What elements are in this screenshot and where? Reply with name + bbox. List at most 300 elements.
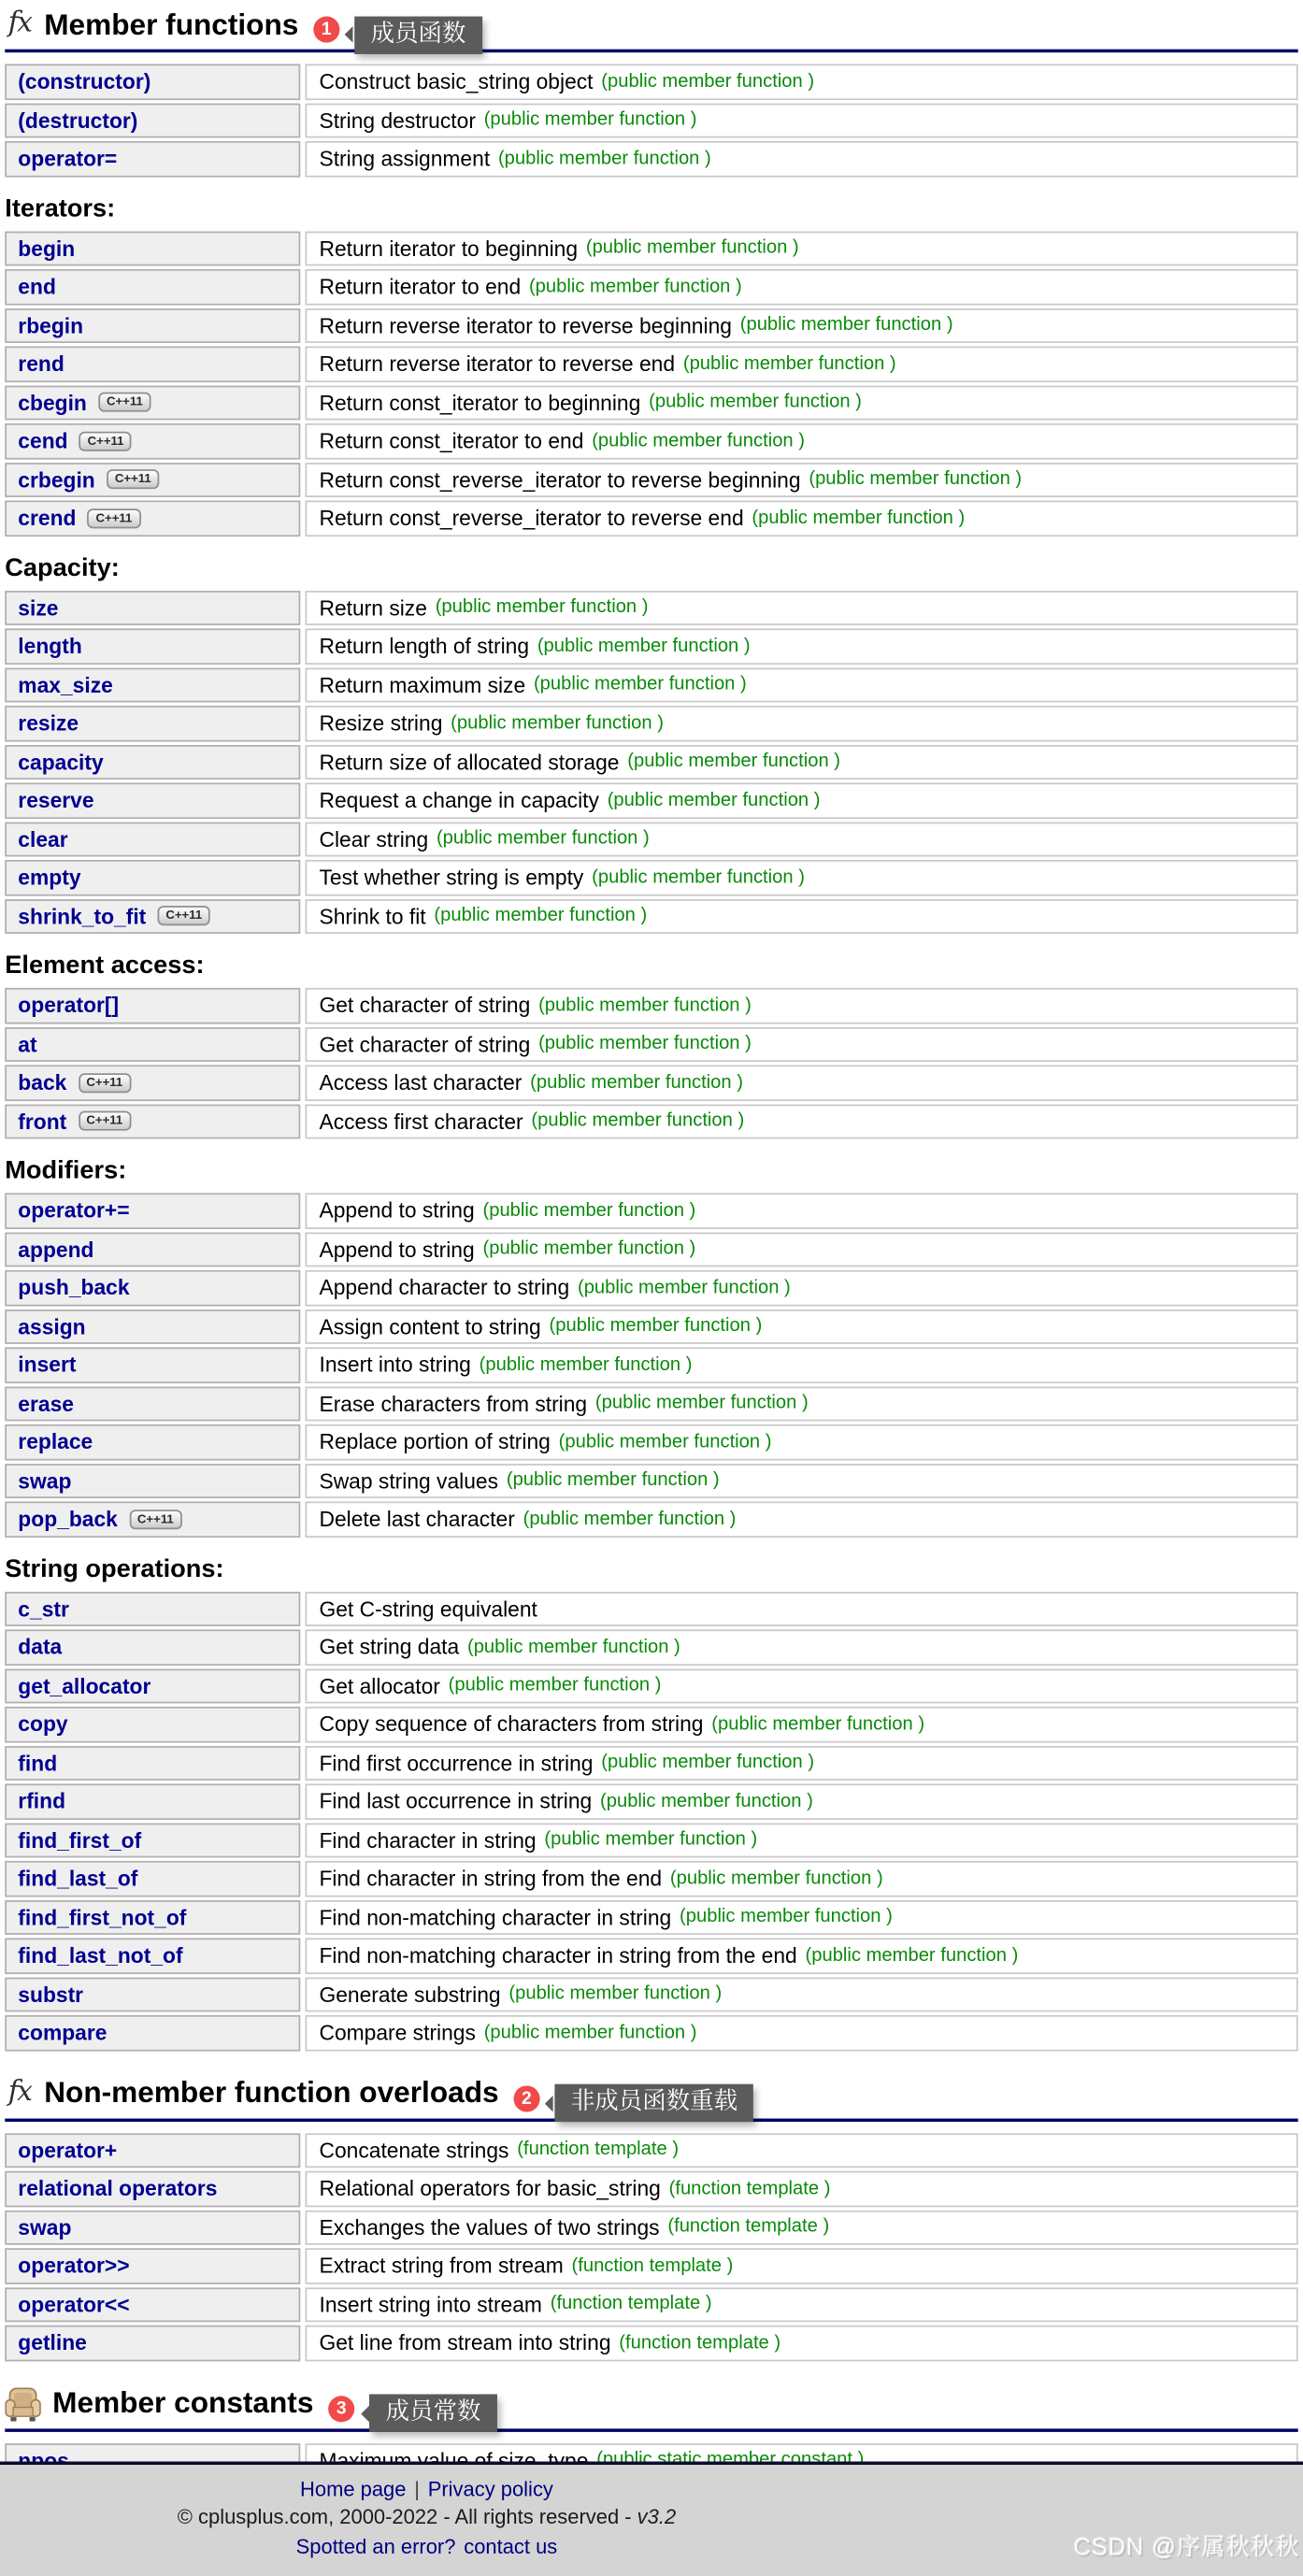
row-desc-cell bbox=[305, 628, 1298, 664]
annotation-arrow bbox=[360, 2405, 368, 2422]
row-description: Return iterator to end bbox=[319, 274, 522, 299]
row-description: Erase characters from string bbox=[319, 1391, 588, 1416]
row-name-cell bbox=[5, 141, 300, 177]
table-row bbox=[5, 1270, 1297, 1306]
member-link[interactable]: copy bbox=[18, 1711, 68, 1737]
member-link[interactable]: swap bbox=[18, 1467, 72, 1494]
row-tag: (function template ) bbox=[668, 2179, 831, 2199]
row-desc-cell bbox=[305, 1501, 1298, 1537]
privacy-policy-link[interactable]: Privacy policy bbox=[427, 2477, 553, 2500]
row-name-cell bbox=[5, 2326, 300, 2361]
row-description: Return const_iterator to end bbox=[319, 428, 584, 454]
row-name-cell bbox=[5, 782, 300, 818]
row-desc-cell bbox=[305, 2015, 1298, 2051]
row-desc-cell bbox=[305, 1899, 1298, 1935]
row-tag: (public member function ) bbox=[538, 995, 752, 1016]
annotation-arrow bbox=[345, 26, 353, 43]
row-description: Relational operators for basic_string bbox=[319, 2176, 661, 2201]
footer-links-line bbox=[0, 2475, 853, 2504]
member-link[interactable]: swap bbox=[18, 2214, 72, 2240]
row-desc-cell bbox=[305, 1347, 1298, 1382]
row-tag: (public member function ) bbox=[601, 1753, 815, 1773]
row-tag: (public member function ) bbox=[483, 110, 697, 131]
row-desc-cell bbox=[305, 231, 1298, 266]
table-row bbox=[5, 898, 1297, 934]
row-tag: (public member function ) bbox=[682, 353, 896, 374]
cpp11-badge: C++11 bbox=[129, 1510, 181, 1529]
member-link[interactable]: cbegin bbox=[18, 390, 87, 415]
row-tag: (public member function ) bbox=[627, 751, 841, 772]
table-row bbox=[5, 2210, 1297, 2245]
member-link[interactable]: getline bbox=[18, 2330, 87, 2355]
row-tag: (public member function ) bbox=[739, 315, 953, 336]
row-desc-cell bbox=[305, 1386, 1298, 1422]
row-description: Find non-matching character in string from the end bbox=[319, 1943, 797, 1968]
member-table bbox=[5, 231, 1297, 537]
member-link[interactable]: operator+= bbox=[18, 1198, 130, 1224]
footer-copyright-line bbox=[0, 2504, 853, 2533]
member-link[interactable]: assign bbox=[18, 1313, 86, 1339]
row-name-cell bbox=[5, 423, 300, 459]
table-row bbox=[5, 2015, 1297, 2051]
row-tag: (public member function ) bbox=[577, 1278, 791, 1298]
row-description: Append to string bbox=[319, 1198, 475, 1224]
row-description: String assignment bbox=[319, 146, 491, 172]
member-link[interactable]: cend bbox=[18, 428, 68, 454]
row-description: Find last occurrence in string bbox=[319, 1789, 593, 1814]
row-description: Delete last character bbox=[319, 1507, 515, 1532]
table-row bbox=[5, 269, 1297, 305]
row-name-cell bbox=[5, 1899, 300, 1935]
section-header bbox=[5, 5, 1297, 52]
row-name-cell bbox=[5, 1463, 300, 1498]
table-row bbox=[5, 1707, 1297, 1742]
row-tag: (public member function ) bbox=[538, 1034, 752, 1054]
cpp11-badge: C++11 bbox=[79, 431, 132, 451]
member-link[interactable]: find_first_not_of bbox=[18, 1904, 187, 1930]
table-row bbox=[5, 141, 1297, 177]
row-name-cell bbox=[5, 860, 300, 895]
annotation-text: 成员常数 bbox=[385, 2398, 481, 2426]
row-name-cell bbox=[5, 500, 300, 536]
member-link[interactable]: substr bbox=[18, 1982, 84, 2007]
row-desc-cell bbox=[305, 1745, 1298, 1781]
row-desc-cell bbox=[305, 1104, 1298, 1139]
row-name-cell bbox=[5, 1026, 300, 1062]
table-row bbox=[5, 2326, 1297, 2361]
row-description: Copy sequence of characters from string bbox=[319, 1711, 704, 1737]
row-tag: (public member function ) bbox=[483, 2023, 697, 2043]
row-desc-cell bbox=[305, 2287, 1298, 2323]
row-tag: (public member function ) bbox=[466, 1637, 680, 1657]
member-link[interactable]: resize bbox=[18, 710, 79, 736]
member-link[interactable]: operator<< bbox=[18, 2292, 130, 2317]
row-tag: (public member function ) bbox=[482, 1200, 696, 1221]
member-link[interactable]: pop_back bbox=[18, 1507, 118, 1532]
table-row bbox=[5, 1977, 1297, 2012]
contact-us-link[interactable]: contact us bbox=[464, 2534, 558, 2558]
row-desc-cell bbox=[305, 2171, 1298, 2207]
member-table bbox=[5, 1193, 1297, 1537]
annotation-arrow bbox=[546, 2095, 554, 2111]
annotation-badge: 1 bbox=[313, 17, 339, 43]
row-description: Test whether string is empty bbox=[319, 865, 584, 891]
row-name-cell bbox=[5, 1424, 300, 1460]
row-tag: (public member function ) bbox=[607, 790, 821, 810]
row-description: Return maximum size bbox=[319, 672, 526, 697]
row-description: Find non-matching character in string bbox=[319, 1904, 672, 1930]
row-name-cell bbox=[5, 1104, 300, 1139]
row-description: Clear string bbox=[319, 826, 429, 852]
row-tag: (public member function ) bbox=[594, 1393, 809, 1414]
row-tag: (public member function ) bbox=[531, 1111, 745, 1132]
row-description: Compare strings bbox=[319, 2020, 476, 2045]
row-tag: (public member function ) bbox=[479, 1354, 693, 1375]
row-description: Concatenate strings bbox=[319, 2138, 509, 2163]
footer-text-block bbox=[0, 2464, 853, 2561]
row-description: Find character in string from the end bbox=[319, 1866, 663, 1891]
row-description: Return reverse iterator to reverse beginning bbox=[319, 312, 732, 338]
row-name-cell bbox=[5, 2015, 300, 2051]
table-row bbox=[5, 628, 1297, 664]
section-title: Non-member function overloads bbox=[44, 2075, 499, 2110]
member-link[interactable]: clear bbox=[18, 826, 68, 852]
table-row bbox=[5, 500, 1297, 536]
row-description: Get allocator bbox=[319, 1673, 440, 1698]
member-link[interactable]: back bbox=[18, 1070, 67, 1095]
table-row bbox=[5, 1591, 1297, 1626]
row-name-cell bbox=[5, 2210, 300, 2245]
table-row bbox=[5, 103, 1297, 138]
row-description: Swap string values bbox=[319, 1467, 499, 1494]
table-row bbox=[5, 1026, 1297, 1062]
row-desc-cell bbox=[305, 822, 1298, 857]
spotted-error-link[interactable]: Spotted an error? bbox=[295, 2534, 456, 2558]
row-desc-cell bbox=[305, 423, 1298, 459]
row-name-cell bbox=[5, 667, 300, 703]
member-link[interactable]: erase bbox=[18, 1391, 74, 1416]
table-row bbox=[5, 1347, 1297, 1382]
row-tag: (public member function ) bbox=[533, 675, 747, 695]
row-desc-cell bbox=[305, 1823, 1298, 1858]
row-name-cell bbox=[5, 706, 300, 741]
annotation-text: 成员函数 bbox=[370, 20, 466, 48]
row-desc-cell bbox=[305, 141, 1298, 177]
row-name-cell bbox=[5, 103, 300, 138]
copyright-text: © cplusplus.com, 2000-2022 - All rights reserved - bbox=[177, 2505, 637, 2529]
table-row bbox=[5, 2132, 1297, 2168]
row-desc-cell bbox=[305, 1309, 1298, 1344]
table-row bbox=[5, 423, 1297, 459]
armchair-icon bbox=[5, 2387, 41, 2422]
annotation-badge: 2 bbox=[513, 2085, 539, 2111]
table-row bbox=[5, 822, 1297, 857]
row-tag: (public member function ) bbox=[669, 1868, 883, 1889]
table-row bbox=[5, 1899, 1297, 1935]
row-name-cell bbox=[5, 462, 300, 497]
row-desc-cell bbox=[305, 590, 1298, 625]
table-row bbox=[5, 1463, 1297, 1498]
row-desc-cell bbox=[305, 308, 1298, 343]
member-link[interactable]: find bbox=[18, 1750, 58, 1776]
member-table bbox=[5, 988, 1297, 1139]
row-desc-cell bbox=[305, 860, 1298, 895]
row-description: Request a change in capacity bbox=[319, 788, 599, 813]
member-link[interactable]: max_size bbox=[18, 672, 113, 697]
row-description: Append to string bbox=[319, 1237, 475, 1262]
row-description: Extract string from stream bbox=[319, 2253, 564, 2279]
row-description: Return size bbox=[319, 594, 427, 621]
row-name-cell bbox=[5, 628, 300, 664]
cpp11-badge: C++11 bbox=[88, 508, 140, 528]
row-description: Generate substring bbox=[319, 1982, 501, 2007]
row-name-cell bbox=[5, 1823, 300, 1858]
table-row bbox=[5, 744, 1297, 780]
row-desc-cell bbox=[305, 1977, 1298, 2012]
row-tag: (public member function ) bbox=[592, 867, 805, 888]
table-row bbox=[5, 346, 1297, 381]
row-desc-cell bbox=[305, 269, 1298, 305]
row-name-cell bbox=[5, 269, 300, 305]
cpp11-badge: C++11 bbox=[107, 470, 159, 490]
member-link[interactable]: rbegin bbox=[18, 312, 84, 338]
row-name-cell bbox=[5, 1977, 300, 2012]
row-name-cell bbox=[5, 590, 300, 625]
row-tag: (public member function ) bbox=[508, 1984, 723, 2005]
section-header bbox=[5, 2383, 1297, 2431]
row-description: Construct basic_string object bbox=[319, 69, 594, 94]
table-row bbox=[5, 1629, 1297, 1665]
row-tag: (public member function ) bbox=[436, 829, 650, 850]
row-description: Return size of allocated storage bbox=[319, 749, 620, 775]
row-desc-cell bbox=[305, 103, 1298, 138]
group-heading: Modifiers: bbox=[5, 1156, 127, 1185]
member-link[interactable]: empty bbox=[18, 865, 81, 891]
table-row bbox=[5, 1065, 1297, 1100]
row-description: Insert string into stream bbox=[319, 2292, 542, 2317]
member-link[interactable]: length bbox=[18, 634, 82, 659]
row-name-cell bbox=[5, 1861, 300, 1896]
row-tag: (public member function ) bbox=[435, 597, 649, 618]
member-link[interactable]: (destructor) bbox=[18, 107, 138, 133]
row-name-cell bbox=[5, 822, 300, 857]
row-description: Find first occurrence in string bbox=[319, 1750, 594, 1776]
member-link[interactable]: find_last_of bbox=[18, 1866, 138, 1891]
version-text: v3.2 bbox=[637, 2505, 677, 2529]
row-description: Return length of string bbox=[319, 634, 530, 659]
table-row bbox=[5, 1823, 1297, 1858]
annotation-badge: 3 bbox=[328, 2395, 354, 2421]
row-desc-cell bbox=[305, 2248, 1298, 2283]
row-name-cell bbox=[5, 1501, 300, 1537]
member-link[interactable]: find_first_of bbox=[18, 1827, 142, 1853]
fx-icon: fx bbox=[7, 7, 32, 40]
row-name-cell bbox=[5, 1629, 300, 1665]
row-desc-cell bbox=[305, 1668, 1298, 1704]
table-row bbox=[5, 308, 1297, 343]
row-name-cell bbox=[5, 1938, 300, 1973]
row-description: Return const_iterator to beginning bbox=[319, 390, 641, 415]
row-description: Replace portion of string bbox=[319, 1429, 551, 1454]
member-link[interactable]: at bbox=[18, 1031, 37, 1057]
row-desc-cell bbox=[305, 1783, 1298, 1819]
table-row bbox=[5, 2171, 1297, 2207]
row-name-cell bbox=[5, 1783, 300, 1819]
row-name-cell bbox=[5, 1707, 300, 1742]
footer-error-line bbox=[0, 2533, 853, 2562]
section-header bbox=[5, 2073, 1297, 2121]
member-link[interactable]: operator[] bbox=[18, 993, 120, 1018]
row-desc-cell bbox=[305, 1629, 1298, 1665]
row-desc-cell bbox=[305, 667, 1298, 703]
member-link[interactable]: reserve bbox=[18, 788, 94, 813]
member-link[interactable]: capacity bbox=[18, 749, 104, 775]
table-row bbox=[5, 1386, 1297, 1422]
table-row bbox=[5, 860, 1297, 895]
table-row bbox=[5, 667, 1297, 703]
member-link[interactable]: compare bbox=[18, 2020, 107, 2045]
table-row bbox=[5, 1501, 1297, 1537]
member-link[interactable]: rfind bbox=[18, 1789, 66, 1814]
row-tag: (public member function ) bbox=[809, 469, 1023, 490]
row-description: Get line from stream into string bbox=[319, 2330, 611, 2355]
row-description: Get character of string bbox=[319, 1031, 531, 1057]
row-desc-cell bbox=[305, 500, 1298, 536]
row-name-cell bbox=[5, 2287, 300, 2323]
row-description: Access first character bbox=[319, 1109, 523, 1134]
row-name-cell bbox=[5, 346, 300, 381]
row-description: Get character of string bbox=[319, 993, 531, 1018]
row-description: Access last character bbox=[319, 1070, 523, 1095]
row-tag: (public member function ) bbox=[434, 906, 648, 926]
row-name-cell bbox=[5, 988, 300, 1023]
member-link[interactable]: find_last_not_of bbox=[18, 1943, 183, 1968]
row-description: String destructor bbox=[319, 107, 476, 133]
member-link[interactable]: push_back bbox=[18, 1275, 130, 1300]
row-description: Assign content to string bbox=[319, 1313, 541, 1339]
fx-icon: fx bbox=[7, 2075, 32, 2109]
row-desc-cell bbox=[305, 988, 1298, 1023]
member-link[interactable]: operator+ bbox=[18, 2138, 118, 2163]
row-description: Insert into string bbox=[319, 1352, 471, 1378]
member-table bbox=[5, 64, 1297, 176]
row-name-cell bbox=[5, 1193, 300, 1228]
row-desc-cell bbox=[305, 462, 1298, 497]
row-tag: (function template ) bbox=[667, 2217, 830, 2238]
row-tag: (public member function ) bbox=[528, 277, 742, 297]
row-name-cell bbox=[5, 385, 300, 421]
row-name-cell bbox=[5, 744, 300, 780]
row-tag: (public member function ) bbox=[558, 1432, 772, 1453]
row-description: Find character in string bbox=[319, 1827, 537, 1853]
member-link[interactable]: insert bbox=[18, 1352, 77, 1378]
table-row bbox=[5, 1938, 1297, 1973]
row-tag: (public member function ) bbox=[600, 1791, 813, 1811]
member-link[interactable]: (constructor) bbox=[18, 69, 151, 94]
row-tag: (public member function ) bbox=[523, 1509, 737, 1529]
row-name-cell bbox=[5, 1270, 300, 1306]
row-name-cell bbox=[5, 1232, 300, 1267]
member-link[interactable]: shrink_to_fit bbox=[18, 903, 147, 929]
row-desc-cell bbox=[305, 1424, 1298, 1460]
row-name-cell bbox=[5, 1745, 300, 1781]
member-link[interactable]: begin bbox=[18, 236, 76, 261]
row-tag: (public member function ) bbox=[752, 508, 966, 528]
member-table bbox=[5, 2132, 1297, 2360]
group-heading: String operations: bbox=[5, 1554, 224, 1583]
row-description: Return const_reverse_iterator to reverse beginning bbox=[319, 466, 801, 493]
table-row bbox=[5, 64, 1297, 99]
member-link[interactable]: end bbox=[18, 274, 56, 299]
member-link[interactable]: c_str bbox=[18, 1596, 69, 1622]
table-row bbox=[5, 231, 1297, 266]
row-tag: (public member function ) bbox=[451, 713, 664, 734]
member-link[interactable]: operator>> bbox=[18, 2253, 130, 2279]
row-tag: (public member function ) bbox=[592, 431, 805, 451]
row-description: Return reverse iterator to reverse end bbox=[319, 351, 676, 377]
table-row bbox=[5, 1861, 1297, 1896]
row-desc-cell bbox=[305, 1232, 1298, 1267]
row-desc-cell bbox=[305, 2132, 1298, 2168]
row-tag: (function template ) bbox=[550, 2294, 712, 2314]
row-description: Return iterator to beginning bbox=[319, 236, 579, 261]
row-description: Return const_reverse_iterator to reverse end bbox=[319, 506, 744, 531]
row-tag: (function template ) bbox=[619, 2333, 781, 2354]
member-link[interactable]: operator= bbox=[18, 146, 118, 172]
row-description: Resize string bbox=[319, 710, 443, 736]
row-tag: (public member function ) bbox=[805, 1945, 1019, 1966]
row-name-cell bbox=[5, 1309, 300, 1344]
member-link[interactable]: size bbox=[18, 594, 59, 621]
member-link[interactable]: crbegin bbox=[18, 466, 95, 493]
row-name-cell bbox=[5, 2248, 300, 2283]
annotation-text: 非成员函数重载 bbox=[570, 2088, 738, 2116]
row-description: Append character to string bbox=[319, 1275, 570, 1300]
member-link[interactable]: append bbox=[18, 1237, 94, 1262]
home-page-link[interactable]: Home page bbox=[300, 2477, 407, 2500]
member-link[interactable]: crend bbox=[18, 506, 77, 531]
member-link[interactable]: replace bbox=[18, 1429, 93, 1454]
group-heading: Capacity: bbox=[5, 553, 120, 582]
row-tag: (function template ) bbox=[517, 2140, 680, 2160]
member-link[interactable]: get_allocator bbox=[18, 1673, 151, 1698]
annotation-label bbox=[554, 2084, 753, 2122]
row-desc-cell bbox=[305, 2326, 1298, 2361]
member-link[interactable]: relational operators bbox=[18, 2176, 218, 2201]
table-row bbox=[5, 2248, 1297, 2283]
row-name-cell bbox=[5, 64, 300, 99]
row-description: Get string data bbox=[319, 1635, 460, 1660]
cpp11-badge: C++11 bbox=[79, 1073, 131, 1093]
row-desc-cell bbox=[305, 706, 1298, 741]
table-row bbox=[5, 1745, 1297, 1781]
table-row bbox=[5, 1232, 1297, 1267]
cpp11-badge: C++11 bbox=[79, 1111, 131, 1131]
member-link[interactable]: data bbox=[18, 1635, 63, 1660]
row-desc-cell bbox=[305, 385, 1298, 421]
member-link[interactable]: rend bbox=[18, 351, 64, 377]
csdn-watermark: CSDN @序属秋秋秋 bbox=[1073, 2535, 1300, 2562]
member-link[interactable]: front bbox=[18, 1109, 67, 1134]
row-tag: (public member function ) bbox=[544, 1829, 758, 1851]
section-title: Member functions bbox=[44, 7, 299, 41]
row-desc-cell bbox=[305, 1065, 1298, 1100]
row-tag: (public member function ) bbox=[649, 393, 862, 413]
row-desc-cell bbox=[305, 1591, 1298, 1626]
row-tag: (public member function ) bbox=[482, 1238, 696, 1260]
row-description: Exchanges the values of two strings bbox=[319, 2214, 660, 2240]
table-row bbox=[5, 1783, 1297, 1819]
